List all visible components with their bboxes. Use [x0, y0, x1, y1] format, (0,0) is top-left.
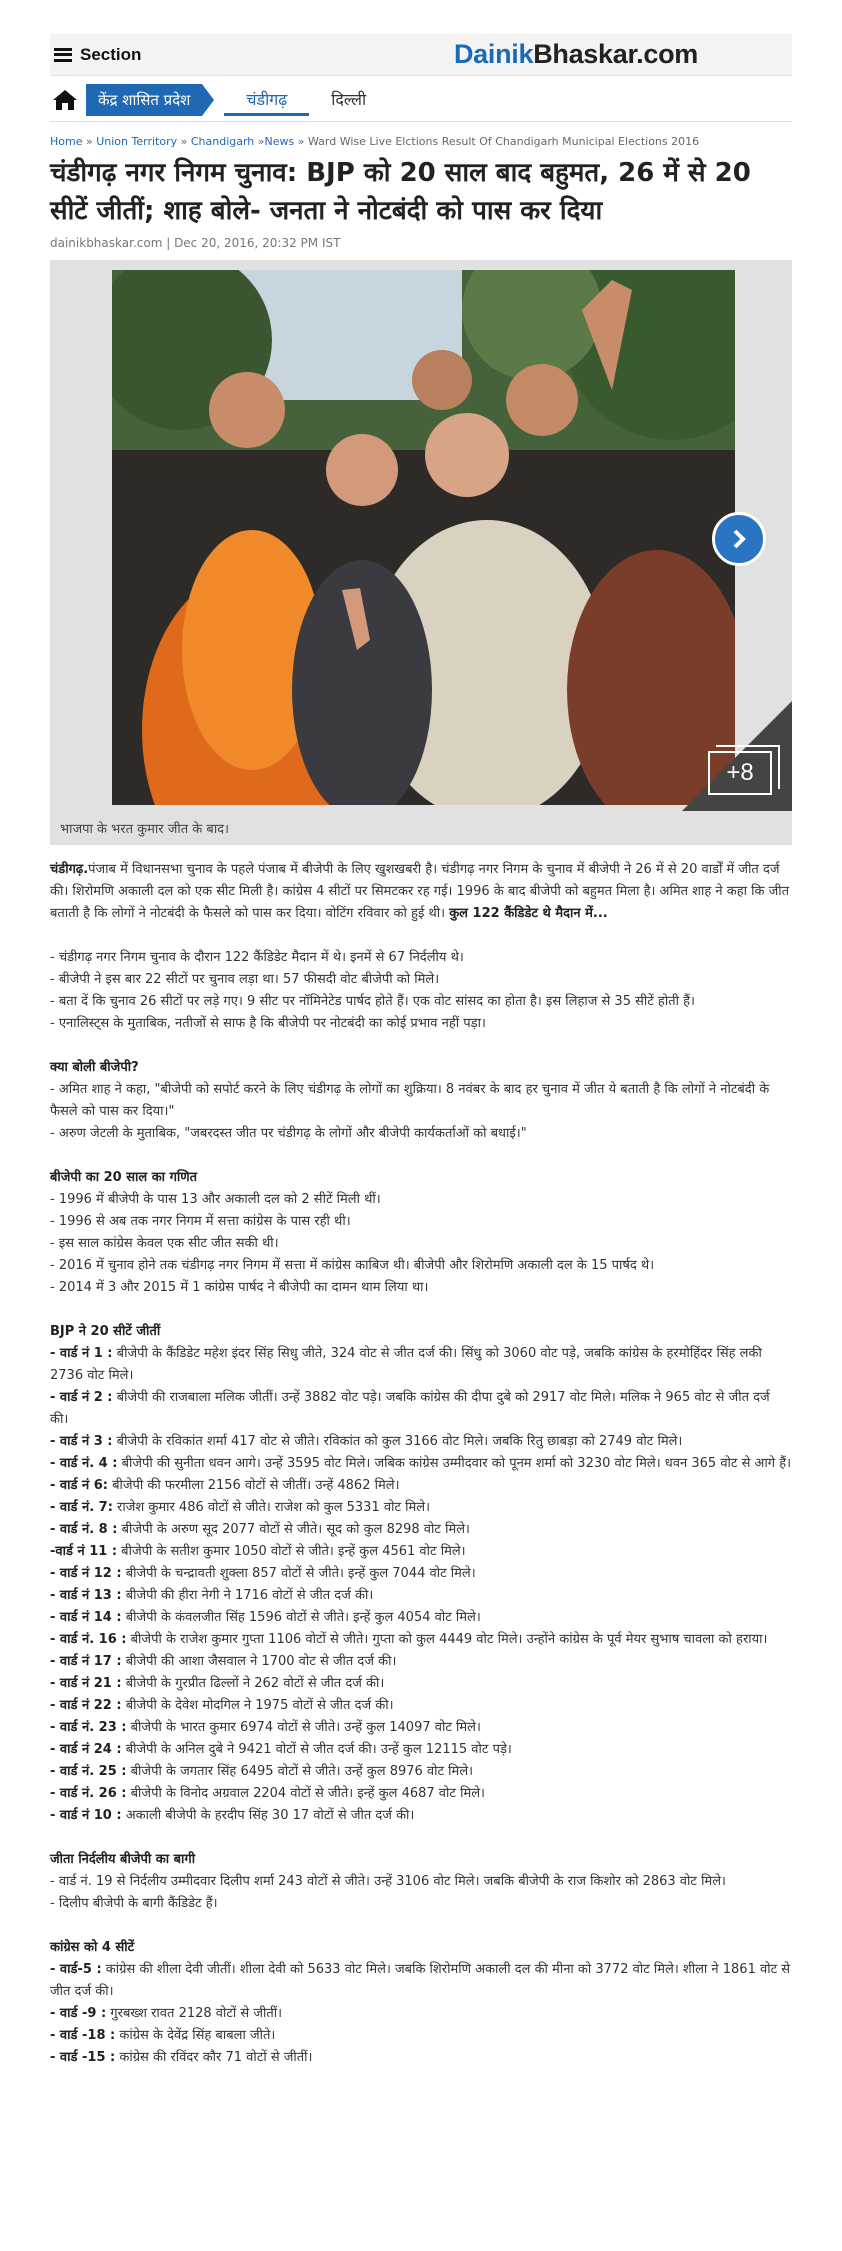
- ward-result: [50, 1695, 792, 1717]
- ward-result: [50, 2003, 792, 2025]
- ward-result: [50, 1563, 792, 1585]
- ward-text: बीजेपी के देवेश मोदगिल ने 1975 वोटों से जीत दर्ज की।: [121, 1698, 394, 1713]
- ward-label: - वार्ड नं 24 :: [50, 1742, 122, 1757]
- ward-result: [50, 1475, 792, 1497]
- ward-text: गुरबख्श रावत 2128 वोटों से जीतीं।: [106, 2006, 283, 2021]
- photo-gallery: [50, 260, 792, 845]
- ward-text: बीजेपी की सुनीता धवन आगे। उन्हें 3595 वोट मिले। जबिक कांग्रेस उम्मीदवार को पूनम शर्मा को 3230 वोट मिले। धवन 365 वोट से आगे हैं।: [117, 1456, 792, 1471]
- ward-text: कांग्रेस की रविंदर कौर 71 वोटों से जीतीं।: [115, 2050, 313, 2065]
- ward-text: कांग्रेस के देवेंद्र सिंह बाबला जीते।: [115, 2028, 276, 2043]
- ward-label: - वार्ड नं 1 :: [50, 1346, 113, 1361]
- candidates-line: - चंडीगढ़ नगर निगम चुनाव के दौरान 122 कैंडिडेट मैदान में थे। इनमें से 67 निर्दलीय थे।: [50, 950, 464, 965]
- ward-label: - वार्ड नं. 16 :: [50, 1632, 127, 1647]
- ward-text: बीजेपी के विनोद अग्रवाल 2204 वोटों से जीते। इन्हें कुल 4687 वोट मिले।: [126, 1786, 485, 1801]
- ward-label: - वार्ड नं. 26 :: [50, 1786, 127, 1801]
- ward-result: [50, 1651, 792, 1673]
- gallery-photo: [112, 270, 735, 805]
- site-logo[interactable]: DainikBhaskar.com: [453, 39, 698, 69]
- ward-text: बीजेपी के कंवलजीत सिंह 1596 वोटों से जीते। इन्हें कुल 4054 वोट मिले।: [121, 1610, 481, 1625]
- ward-label: -वार्ड नं 11 :: [50, 1544, 118, 1559]
- ward-result: [50, 2025, 792, 2047]
- breadcrumb-current: Ward Wise Live Elctions Result Of Chandigarh Municipal Elections 2016: [307, 135, 700, 148]
- ward-label: - वार्ड नं 2 :: [50, 1390, 113, 1405]
- ward-text: बीजेपी की आशा जैसवाल ने 1700 वोट से जीत दर्ज की।: [121, 1654, 397, 1669]
- ward-label: - वार्ड नं 12 :: [50, 1566, 122, 1581]
- ward-result: [50, 1387, 792, 1431]
- ward-text: बीजेपी की हीरा नेगी ने 1716 वोटों से जीत दर्ज की।: [121, 1588, 374, 1603]
- ward-result: [50, 1453, 792, 1475]
- math-line: - 1996 में बीजेपी के पास 13 और अकाली दल को 2 सीटें मिली थीं।: [50, 1192, 381, 1207]
- rebel-line: - वार्ड नं. 19 से निर्दलीय उम्मीदवार दिलीप शर्मा 243 वोटों से जीते। उन्हें 3106 वोट मिले। जबकि बीजेपी के राज किशोर को 2863 वोट मिले।: [50, 1874, 726, 1889]
- candidates-line: - एनालिस्ट्स के मुताबिक, नतीजों से साफ है कि बीजेपी पर नोटबंदी का कोई प्रभाव नहीं पड़ा।: [50, 1016, 486, 1031]
- ward-result: [50, 1805, 792, 1827]
- math-line: - 2016 में चुनाव होने तक चंडीगढ़ नगर निगम में सत्ता में कांग्रेस काबिज थी। बीजेपी और शिरोमणि अकाली दल के 15 पार्षद थे।: [50, 1258, 655, 1273]
- ward-result: [50, 1959, 792, 2003]
- page: [50, 0, 792, 2069]
- ward-text: बीजेपी के रविकांत शर्मा 417 वोट से जीते। रविकांत को कुल 3166 वोट मिले। जबकि रितु छाबड़ा को 2749 वोट मिले।: [112, 1434, 683, 1449]
- ward-result: [50, 1541, 792, 1563]
- math-line: - 1996 से अब तक नगर निगम में सत्ता कांग्रेस के पास रही थी।: [50, 1214, 351, 1229]
- ward-label: - वार्ड-5 :: [50, 1962, 102, 1977]
- ward-label: - वार्ड नं 21 :: [50, 1676, 122, 1691]
- article-intro: चंडीगढ़.पंजाब में विधानसभा चुनाव के पहले पंजाब में बीजेपी के लिए खुशखबरी है। चंडीगढ़ नगर निगम के चुनाव में बीजेपी ने 26 में से 20 वार्डों में जीत दर्ज की। शिरोमणि अकाली दल को एक सीट मिली है। कांग्रेस 4 सीटों पर सिमटकर रह गई। 1996 के बाद बीजेपी को बहुमत मिला है। अमित शाह ने कहा कि जीत बताती है कि लोगों ने नोटबंदी के फैसले को पास कर दिया। वोटिंग रविवार को हुई थी। कुल 122 कैंडिडेट थे मैदान में...: [50, 862, 790, 921]
- candidates-line: - बता दें कि चुनाव 26 सीटों पर लड़े गए। 9 सीट पर नॉमिनेटेड पार्षद होते हैं। एक वोट सांसद का होता है। इस लिहाज से 35 सीटें होती हैं।: [50, 994, 695, 1009]
- ward-text: बीजेपी के गुरप्रीत ढिल्लों ने 262 वोटों से जीत दर्ज की।: [121, 1676, 385, 1691]
- ward-result: [50, 1519, 792, 1541]
- bjp-said-heading: क्या बोली बीजेपी?: [50, 1060, 139, 1075]
- ward-result: [50, 1783, 792, 1805]
- hamburger-icon: [54, 48, 72, 62]
- ward-result: [50, 1431, 792, 1453]
- article-body: [50, 859, 792, 2069]
- rebel-heading: जीता निर्दलीय बीजेपी का बागी: [50, 1852, 196, 1867]
- more-photos-button[interactable]: +8: [708, 751, 772, 795]
- ward-label: - वार्ड -9 :: [50, 2006, 107, 2021]
- ward-text: बीजेपी के कैंडिडेट महेश इंदर सिंह सिधु जीते, 324 वोट से जीत दर्ज की। सिंधु को 3060 वोट पड़े, जबकि कांग्रेस के हरमोहिंदर सिंह लकी 2736 वोट मिले।: [50, 1346, 762, 1383]
- bjp-won-list: [50, 1343, 792, 1827]
- home-icon[interactable]: [52, 87, 78, 113]
- breadcrumb-union-territory[interactable]: Union Territory: [96, 135, 178, 148]
- ward-label: - वार्ड नं 10 :: [50, 1808, 122, 1823]
- ward-text: बीजेपी के सतीश कुमार 1050 वोटों से जीते। इन्हें कुल 4561 वोट मिले।: [117, 1544, 466, 1559]
- ward-label: - वार्ड नं. 8 :: [50, 1522, 118, 1537]
- ward-label: - वार्ड नं 14 :: [50, 1610, 122, 1625]
- ward-result: [50, 2047, 792, 2069]
- ward-result: [50, 1585, 792, 1607]
- ward-text: कांग्रेस की शीला देवी जीतीं। शीला देवी को 5633 वोट मिले। जबकि शिरोमणि अकाली दल की मीना को 3772 वोट मिले। शीला ने 1861 वोट से जीत दर्ज की।: [50, 1962, 791, 1999]
- ward-label: - वार्ड -15 :: [50, 2050, 116, 2065]
- ward-label: - वार्ड नं 6:: [50, 1478, 108, 1493]
- ward-text: बीजेपी के अरुण सूद 2077 वोटों से जीते। सूद को कुल 8298 वोट मिले।: [117, 1522, 470, 1537]
- math-line: - 2014 में 3 और 2015 में 1 कांग्रेस पार्षद ने बीजेपी का दामन थाम लिया था।: [50, 1280, 429, 1295]
- article-source: dainikbhaskar.com: [50, 236, 163, 250]
- ward-result: [50, 1343, 792, 1387]
- article-date: Dec 20, 2016, 20:32 PM IST: [174, 236, 341, 250]
- ward-label: - वार्ड नं 13 :: [50, 1588, 122, 1603]
- tab-delhi[interactable]: दिल्ली: [331, 89, 367, 109]
- candidates-line: - बीजेपी ने इस बार 22 सीटों पर चुनाव लड़ा था। 57 फीसदी वोट बीजेपी को मिले।: [50, 972, 440, 987]
- ward-result: [50, 1497, 792, 1519]
- ward-text: बीजेपी के जगतार सिंह 6495 वोटों से जीते। उन्हें कुल 8976 वोट मिले।: [126, 1764, 474, 1779]
- breadcrumb-news[interactable]: News: [264, 135, 295, 148]
- ward-result: [50, 1739, 792, 1761]
- ward-text: बीजेपी के अनिल दुबे ने 9421 वोटों से जीत दर्ज की। उन्हें कुल 12115 वोट पड़े।: [121, 1742, 512, 1757]
- ward-text: बीजेपी की राजबाला मलिक जीतीं। उन्हें 3882 वोट पड़े। जबकि कांग्रेस की दीपा दुबे को 2917 वोट मिले। मलिक ने 965 वोट से जीत दर्ज की।: [50, 1390, 770, 1427]
- top-bar: [50, 34, 792, 76]
- section-menu-button[interactable]: [54, 45, 141, 65]
- ward-text: बीजेपी के चन्द्रावती शुक्ला 857 वोटों से जीते। इन्हें कुल 7044 वोट मिले।: [121, 1566, 476, 1581]
- article-meta: dainikbhaskar.com | Dec 20, 2016, 20:32 PM IST: [50, 236, 341, 250]
- gallery-next-button[interactable]: [712, 512, 766, 566]
- ward-label: - वार्ड नं. 4 :: [50, 1456, 118, 1471]
- ward-label: - वार्ड नं. 7:: [50, 1500, 113, 1515]
- congress-heading: कांग्रेस को 4 सीटें: [50, 1940, 135, 1955]
- ward-result: [50, 1607, 792, 1629]
- tab-chandigarh[interactable]: चंडीगढ़: [224, 84, 309, 116]
- math-heading: बीजेपी का 20 साल का गणित: [50, 1170, 198, 1185]
- ward-text: राजेश कुमार 486 वोटों से जीते। राजेश को कुल 5331 वोट मिले।: [112, 1500, 431, 1515]
- ward-label: - वार्ड -18 :: [50, 2028, 116, 2043]
- ward-label: - वार्ड नं 17 :: [50, 1654, 122, 1669]
- congress-list: [50, 1959, 792, 2069]
- ward-text: बीजेपी की फरमीला 2156 वोटों से जीतीं। उन्हें 4862 मिले।: [107, 1478, 400, 1493]
- breadcrumb: Home » Union Territory » Chandigarh »News » Ward Wise Live Elctions Result Of Chandigarh Municipal Elections 2016: [50, 135, 700, 148]
- bjp-won-heading: BJP ने 20 सीटें जीतीं: [50, 1324, 161, 1339]
- breadcrumb-home[interactable]: Home: [50, 135, 83, 148]
- rebel-line: - दिलीप बीजेपी के बागी कैंडिडेट हैं।: [50, 1896, 218, 1911]
- ward-text: अकाली बीजेपी के हरदीप सिंह 30 17 वोटों से जीत दर्ज की।: [121, 1808, 415, 1823]
- tab-union-territory[interactable]: केंद्र शासित प्रदेश: [86, 84, 202, 116]
- math-line: - इस साल कांग्रेस केवल एक सीट जीत सकी थी।: [50, 1236, 279, 1251]
- ward-result: [50, 1629, 792, 1651]
- bjp-said-line: - अरुण जेटली के मुताबिक, "जबरदस्त जीत पर चंडीगढ़ के लोगों और बीजेपी कार्यकर्ताओं को बधाई।": [50, 1126, 527, 1141]
- ward-result: [50, 1761, 792, 1783]
- section-label: Section: [80, 44, 142, 64]
- category-nav: [50, 78, 792, 122]
- ward-label: - वार्ड नं. 25 :: [50, 1764, 127, 1779]
- ward-label: - वार्ड नं. 23 :: [50, 1720, 127, 1735]
- chevron-right-icon: [728, 528, 750, 550]
- photo-caption: भाजपा के भरत कुमार जीत के बाद।: [60, 822, 230, 837]
- ward-text: बीजेपी के भारत कुमार 6974 वोटों से जीते। उन्हें कुल 14097 वोट मिले।: [126, 1720, 481, 1735]
- ward-label: - वार्ड नं 22 :: [50, 1698, 122, 1713]
- bjp-said-line: - अमित शाह ने कहा, "बीजेपी को सपोर्ट करने के लिए चंडीगढ़ के लोगों का शुक्रिया। 8 नवंबर के बाद हर चुनाव में जीत ये बताती है कि लोगों ने नोटबंदी के फैसले को पास कर दिया।": [50, 1082, 770, 1119]
- ward-label: - वार्ड नं 3 :: [50, 1434, 113, 1449]
- ward-text: बीजेपी के राजेश कुमार गुप्ता 1106 वोटों से जीते। गुप्ता को कुल 4449 वोट मिले। उन्होंने कांग्रेस के पूर्व मेयर सुभाष चावला को हराया।: [126, 1632, 768, 1647]
- article-title: चंडीगढ़ नगर निगम चुनाव: BJP को 20 साल बाद बहुमत, 26 में से 20 सीटें जीतीं; शाह बोले- जनता ने नोटबंदी को पास कर दिया: [50, 158, 751, 226]
- ward-result: [50, 1717, 792, 1739]
- ward-result: [50, 1673, 792, 1695]
- breadcrumb-chandigarh[interactable]: Chandigarh: [190, 135, 255, 148]
